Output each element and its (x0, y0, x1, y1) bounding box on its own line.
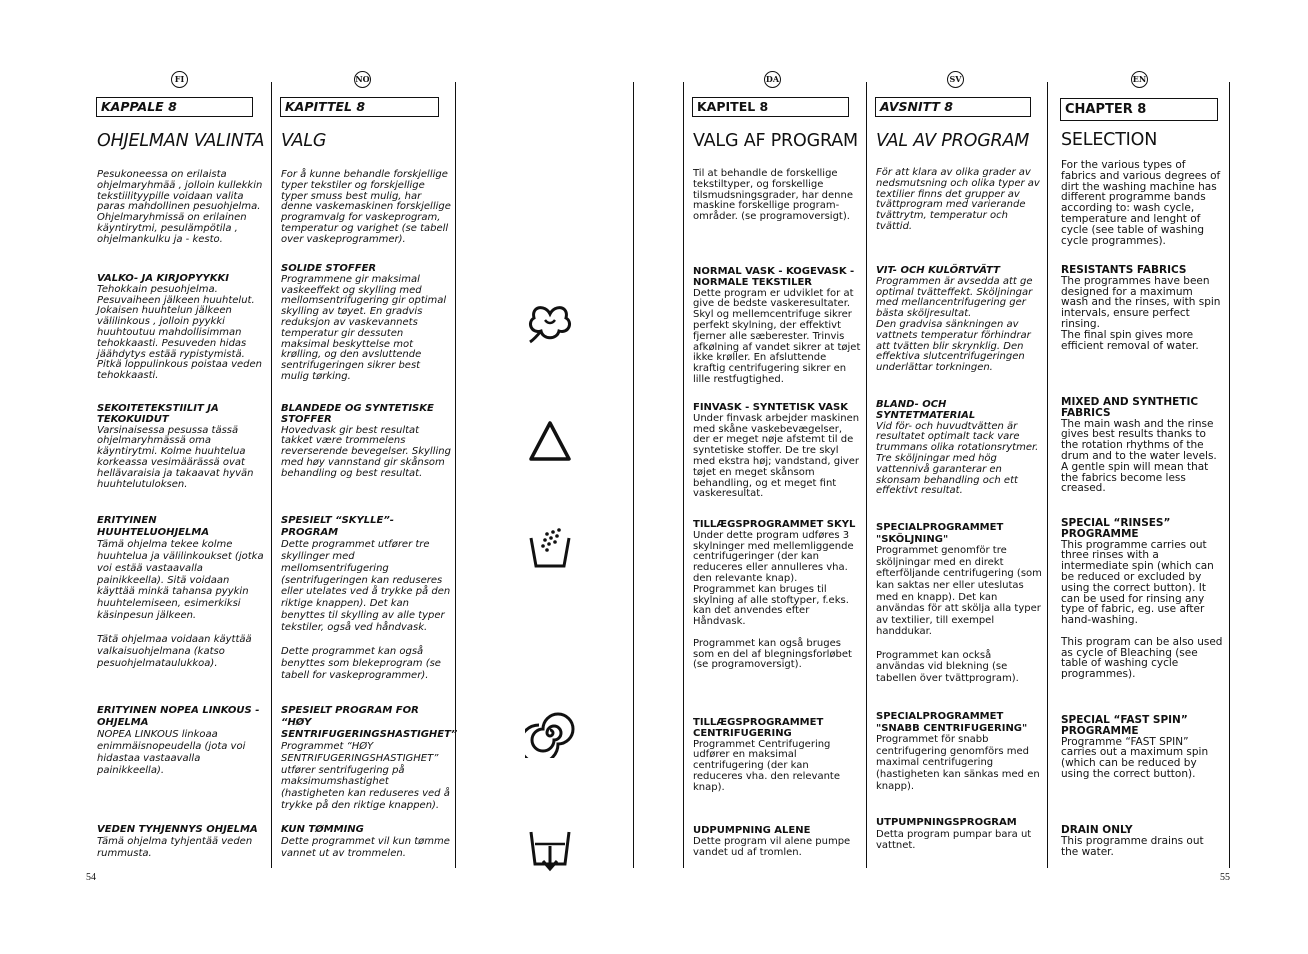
program-heading: VIT- OCH KULÖRTVÄTT (876, 265, 1000, 276)
program-text: Dette programmet vil kun tømme vannet ut av trommelen. (281, 835, 450, 859)
program-text: This programme carries out three rinses with a intermediate spin (which can be reduced or excluded by using the correct button). It can be used for rinsing any type of fabric, eg. use after hand-washing. This program can be also used as cycle of Bleaching (see table of washing cycle programmes). (1061, 538, 1223, 681)
program-heading: SEKOITETEKSTIILIT JA TEKOKUIDUT (97, 403, 219, 425)
program-text: NOPEA LINKOUS linkoaa enimmäisnopeudella (jota voi hidastaa vastaavalla painikkeella). (97, 728, 246, 776)
program-text: Under finvask arbejder maskinen med skåne vaskebevægelser, der er meget nøje afstemt til de syntetiske stoffer. De tre skyl med ekstra høj; vandstand, giver tøjet en meget skånsom behandling, og et meget fint vaskeresultat. (693, 412, 860, 500)
section-title: VALG AF PROGRAM (693, 131, 858, 151)
program-block (281, 515, 451, 682)
program-block (876, 817, 1042, 852)
language-badge-sv: SV (947, 71, 964, 88)
program-block (693, 520, 861, 671)
divider (271, 82, 272, 868)
program-text: Hovedvask gir best resultat takket være trommelens reverserende bevegelser. Skylling med høy vannstand gir skånsom behandling og best resultat. (281, 424, 451, 479)
program-heading: BLAND- OCH SYNTETMATERIAL (876, 399, 976, 421)
program-heading: TILLÆGSPROGRAMMET CENTRIFUGERING (693, 717, 824, 739)
program-block (281, 404, 451, 480)
chapter-label: AVSNITT 8 (875, 97, 1031, 117)
program-heading: FINVASK - SYNTETISK VASK (693, 402, 848, 413)
program-text: Tämä ohjelma tyhjentää veden rummusta. (97, 835, 253, 859)
program-heading: MIXED AND SYNTHETIC FABRICS (1061, 396, 1199, 419)
language-badge-fi: FI (171, 71, 188, 88)
divider (683, 82, 684, 868)
program-block (1061, 715, 1223, 780)
program-text: Dette program vil alene pumpe vandet ud af tromlen. (693, 835, 851, 858)
program-text: Programmet för snabb centrifugering genomförs med maximal centrifugering (hastigheten kan sänkas med en knapp). (876, 734, 1040, 792)
program-block (97, 705, 265, 776)
divider (866, 82, 867, 868)
language-badge-da: DA (764, 71, 781, 88)
chapter-label: KAPITTEL 8 (280, 97, 439, 117)
program-heading: SOLIDE STOFFER (281, 263, 377, 274)
program-heading: SPESIELT PROGRAM FOR “HØY SENTRIFUGERINGSHASTIGHET” (281, 705, 458, 740)
cotton-icon (525, 296, 575, 346)
program-block (693, 267, 861, 386)
program-block (1061, 265, 1223, 351)
program-block (876, 400, 1042, 497)
section-title: SELECTION (1061, 130, 1158, 150)
program-text: Tehokkain pesuohjelma. Pesuvaiheen jälkeen huuhtelut. Jokaisen huuhtelun jälkeen välilinkous , jolloin pyykki huuhtoutuu mahdollisimman tehokkaasti. Pesuveden hidas jäähdytys estää rypistymistä. Pitkä loppulinkous poistaa veden tehokkaasti. (97, 283, 263, 382)
program-heading: SPESIELT “SKYLLE”-PROGRAM (281, 515, 394, 538)
intro-text: Til at behandle de forskellige tekstiltyper, og forskellige tilsmudsningsgrader, har denne maskine forskellige program- områder. (se programoversigt). (693, 168, 853, 223)
program-text: Programmene gir maksimal vaskeeffekt og skylling med mellomsentrifugering gir optimal skylling av tøyet. En gradvis reduksjon av vaskevannets temperatur gir dessuten maksimal beskyttelse mot krølling, og den avsluttende sentrifugeringen sikrer best mulig tørking. (281, 273, 447, 382)
divider (1047, 82, 1048, 868)
program-block (1061, 397, 1223, 494)
spin-icon (525, 708, 575, 758)
program-text: Tämä ohjelma tekee kolme huuhtelua ja välilinkoukset (jotka voi estää vastaavalla painikkeella). Sitä voidaan käyttää minkä tahansa pyykin huuhtelemiseen, esimerkiksi käsinpesun jälkeen. Tätä ohjelmaa voidaan käyttää valkaisuohjelmana (katso pesuohjelmataulukkoa). (97, 538, 264, 669)
language-badge-no: NO (354, 71, 371, 88)
program-text: Programmet genomför tre sköljningar med en direkt efterföljande centrifugering (som kan saktas ner eller uteslutas med en knapp). Det kan användas för att skölja alla typer av textilier, till exempel handdukar. Programmet kan också användas vid blekning (se tabellen över tvättprogram). (876, 545, 1042, 684)
program-heading: BLANDEDE OG SYNTETISKE STOFFER (281, 403, 434, 425)
program-text: The main wash and the rinse gives best results thanks to the rotation rhythms of the drum and to the water levels. A gentle spin will mean that the fabrics become less creased. (1061, 417, 1217, 495)
synthetic-icon (525, 416, 575, 466)
program-block (876, 711, 1042, 792)
program-heading: VEDEN TYHJENNYS OHJELMA (97, 824, 258, 835)
program-block (281, 264, 451, 383)
program-heading: ERITYINEN HUUHTELUOHJELMA (97, 515, 210, 538)
program-text: This programme drains out the water. (1061, 834, 1204, 858)
program-text: Programme “FAST SPIN” carries out a maximum spin (which can be reduced by using the correct button). (1061, 735, 1209, 780)
program-block (1061, 825, 1223, 857)
program-text: Programmet “HØY SENTRIFUGERINGSHASTIGHET” utfører sentrifugering på maksimumshastighet (hastigheten kan reduseres ved å trykke på den riktige knappen). (281, 740, 450, 812)
intro-text: For the various types of fabrics and various degrees of dirt the washing machine has different programme bands according to: wash cycle, temperature and lenght of cycle (see table of washing cycle programmes). (1061, 159, 1221, 247)
intro-text: For å kunne behandle forskjellige typer tekstiler og forskjellige typer smuss best mulig, har denne vaskemaskinen forskjellige programvalg for vaskeprogram, temperatur og varighet (se tabell over vaskeprogrammer). (281, 169, 451, 245)
program-heading: ERITYINEN NOPEA LINKOUS - OHJELMA (97, 705, 260, 728)
intro-text: Pesukoneessa on erilaista ohjelmaryhmää , jolloin kullekkin tekstiilityypille voidaan valita paras mahdollinen pesuohjelma. Ohjelmaryhmissä on erilainen käyntirytmi, pesulämpötila , ohjelmankulku ja - kesto. (97, 169, 263, 245)
drain-icon (525, 824, 575, 874)
program-heading: SPECIAL “RINSES” PROGRAMME (1061, 517, 1171, 540)
divider (633, 82, 634, 868)
language-badge-en: EN (1131, 71, 1148, 88)
program-text: Detta program pumpar bara ut vattnet. (876, 828, 1032, 852)
program-block (693, 826, 861, 858)
program-heading: NORMAL VASK - KOGEVASK - NORMALE TEKSTILER (693, 266, 855, 288)
program-heading: UTPUMPNINGSPROGRAM (876, 817, 1017, 828)
program-block (693, 403, 861, 500)
program-heading: UDPUMPNING ALENE (693, 825, 811, 836)
program-heading: VALKO- JA KIRJOPYYKKI (97, 273, 229, 284)
section-title: VALG (281, 131, 327, 151)
program-heading: TILLÆGSPROGRAMMET SKYL (693, 519, 856, 530)
program-text: Under dette program udføres 3 skylninger med mellemliggende centrifugeringer (der kan reduceres eller annulleres vha. den relevante knap). Programmet kan bruges til skylning af alle stoftyper, f.eks. kan det anvendes efter Håndvask. Programmet kan også bruges som en del af blegningsforløbet (se programoversigt). (693, 529, 854, 671)
program-text: Programmet Centrifugering udfører en maksimal centrifugering (der kan reduceres vha. den relevante knap). (693, 738, 841, 793)
chapter-label: KAPPALE 8 (96, 97, 253, 117)
program-heading: SPECIALPROGRAMMET "SNABB CENTRIFUGERING" (876, 711, 1028, 734)
program-heading: SPECIAL “FAST SPIN” PROGRAMME (1061, 714, 1188, 737)
program-block (1061, 518, 1223, 680)
program-text: Varsinaisessa pesussa tässä ohjelmaryhmässä oma käyntirytmi. Kolme huuhtelua korkeassa vesimäärässä ovat hellävaraisia ja takaavat hyvän huuhtelutuloksen. (97, 424, 254, 490)
program-block (281, 824, 451, 860)
chapter-label: KAPITEL 8 (692, 97, 849, 117)
program-block (693, 718, 861, 794)
divider (455, 82, 456, 868)
program-text: The programmes have been designed for a maximum wash and the rinses, with spin intervals, ensure perfect rinsing. The final spin gives more efficient removal of water. (1061, 274, 1221, 352)
chapter-label: CHAPTER 8 (1060, 98, 1218, 121)
program-block (876, 522, 1042, 684)
section-title: OHJELMAN VALINTA (97, 131, 265, 151)
program-heading: KUN TØMMING (281, 824, 364, 835)
page-number-right: 55 (1220, 872, 1230, 883)
program-block (97, 824, 265, 860)
program-block (281, 705, 458, 812)
section-title: VAL AV PROGRAM (876, 131, 1030, 151)
program-heading: DRAIN ONLY (1061, 824, 1133, 836)
intro-text: För att klara av olika grader av nedsmutsning och olika typer av textilier finns det grupper av tvättprogram med varierande tvättrytm, temperatur och tvättid. (876, 167, 1040, 232)
program-heading: RESISTANTS FABRICS (1061, 264, 1187, 276)
program-text: Vid för- och huvudtvätten är resultatet optimalt tack vare trummans olika rotationsrytmer. Tre sköljningar med hög vattennivå garanterar en skonsam behandling och ett effektivt resultat. (876, 420, 1039, 497)
rinse-icon (525, 524, 575, 574)
program-heading: SPECIALPROGRAMMET "SKÖLJNING" (876, 522, 1004, 545)
program-text: Programmen är avsedda att ge optimal tvätteffekt. Sköljningar med mellancentrifugering ger bästa sköljresultat. Den gradvisa sänkningen av vattnets temperatur förhindrar att tvätten blir skrynklig. Den effektiva slutcentrifugeringen underlättar torkningen. (876, 275, 1033, 374)
program-block (97, 404, 265, 490)
program-block (97, 274, 265, 382)
program-block (97, 515, 265, 670)
program-text: Dette program er udviklet for at give de bedste vaskeresultater. Skyl og mellemcentrifuge sikrer perfekt skylning, der effektivt fjerner alle sæberester. Trinvis afkølning af vandet sikrer at tøjet ikke krøller. En afsluttende kraftig centrifugering sikrer en lille restfugtighed. (693, 287, 861, 385)
divider (1229, 82, 1230, 868)
program-block (876, 266, 1042, 374)
program-text: Dette programmet utfører tre skyllinger med mellomsentrifugering (sentrifugeringen kan reduseres eller utelates ved å trykke på den riktige knappen). Det kan benyttes til skylling av alle typer tekstiler, også ved håndvask. Dette programmet kan også benyttes som blekeprogram (se tabell for vaskeprogrammer). (281, 538, 451, 681)
page-number-left: 54 (86, 872, 96, 883)
